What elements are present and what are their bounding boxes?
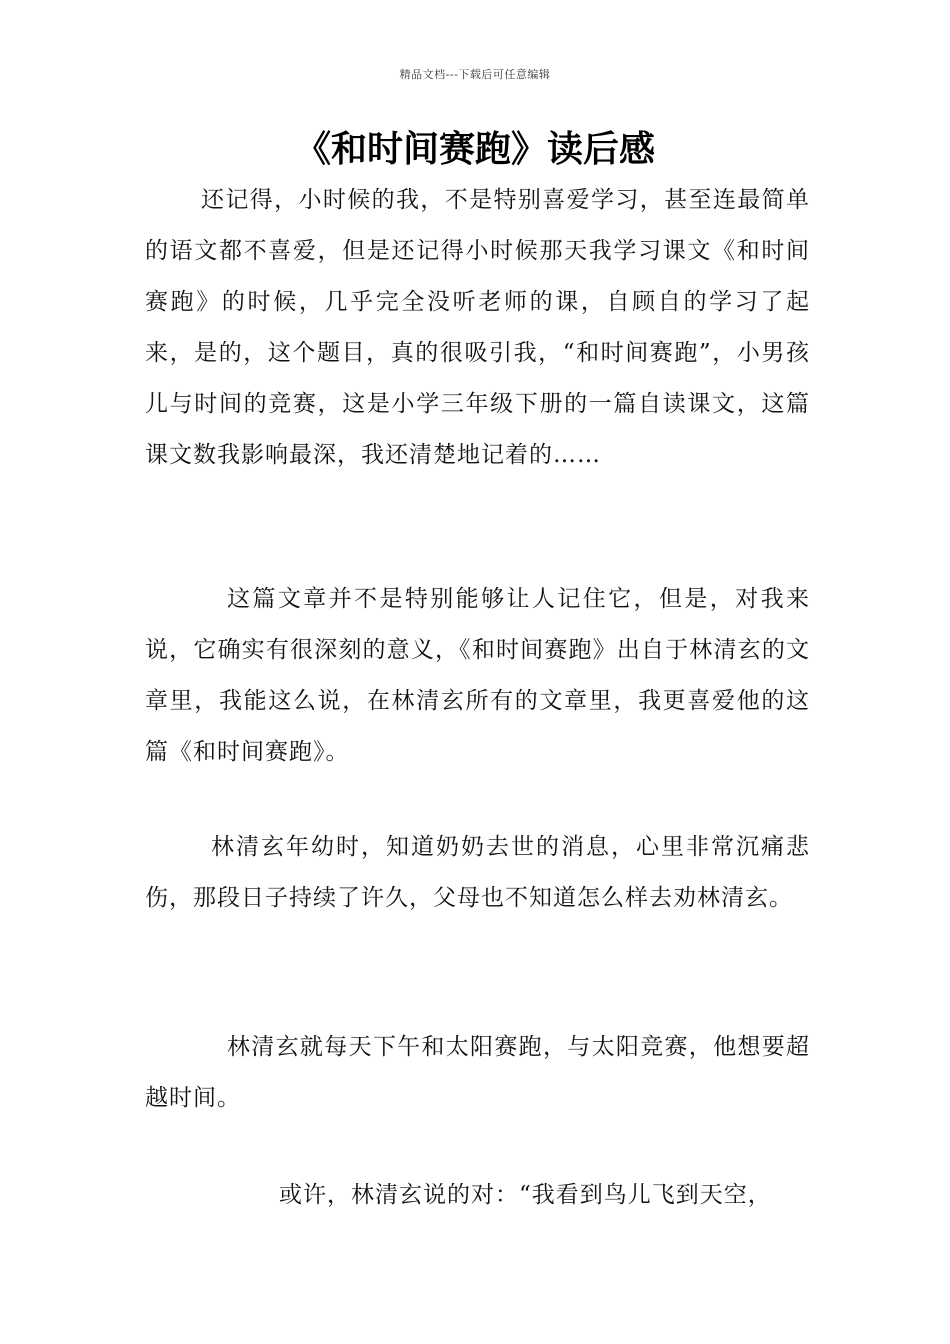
document-title: 《和时间赛跑》读后感 [294,129,655,170]
paragraph-3: 林清玄年幼时，知道奶奶去世的消息，心里非常沉痛悲伤，那段日子持续了许久，父母也不知道怎么样去劝林清玄。 [145,834,810,911]
header-note: 精品文档---下载后可任意编辑 [399,68,551,81]
paragraph-1: 还记得，小时候的我，不是特别喜爱学习，甚至连最简单的语文都不喜爱，但是还记得小时候那天我学习课文《和时间赛跑》的时候，几乎完全没听老师的课，自顾自的学习了起来，是的，这个题目，真的很吸引我，“和时间赛跑”，小男孩儿与时间的竞赛，这是小学三年级下册的一篇自读课文，这篇课文数我影响最深，我还清楚地记着的…… [145,187,810,468]
paragraph-2: 这篇文章并不是特别能够让人记住它，但是，对我来说，它确实有很深刻的意义，《和时间赛跑》出自于林清玄的文章里，我能这么说，在林清玄所有的文章里，我更喜爱他的这篇《和时间赛跑》。 [145,586,810,765]
paragraph-5: 或许，林清玄说的对：“我看到鸟儿飞到天空， [279,1182,772,1208]
paragraph-4: 林清玄就每天下午和太阳赛跑，与太阳竞赛，他想要超越时间。 [145,1034,810,1111]
